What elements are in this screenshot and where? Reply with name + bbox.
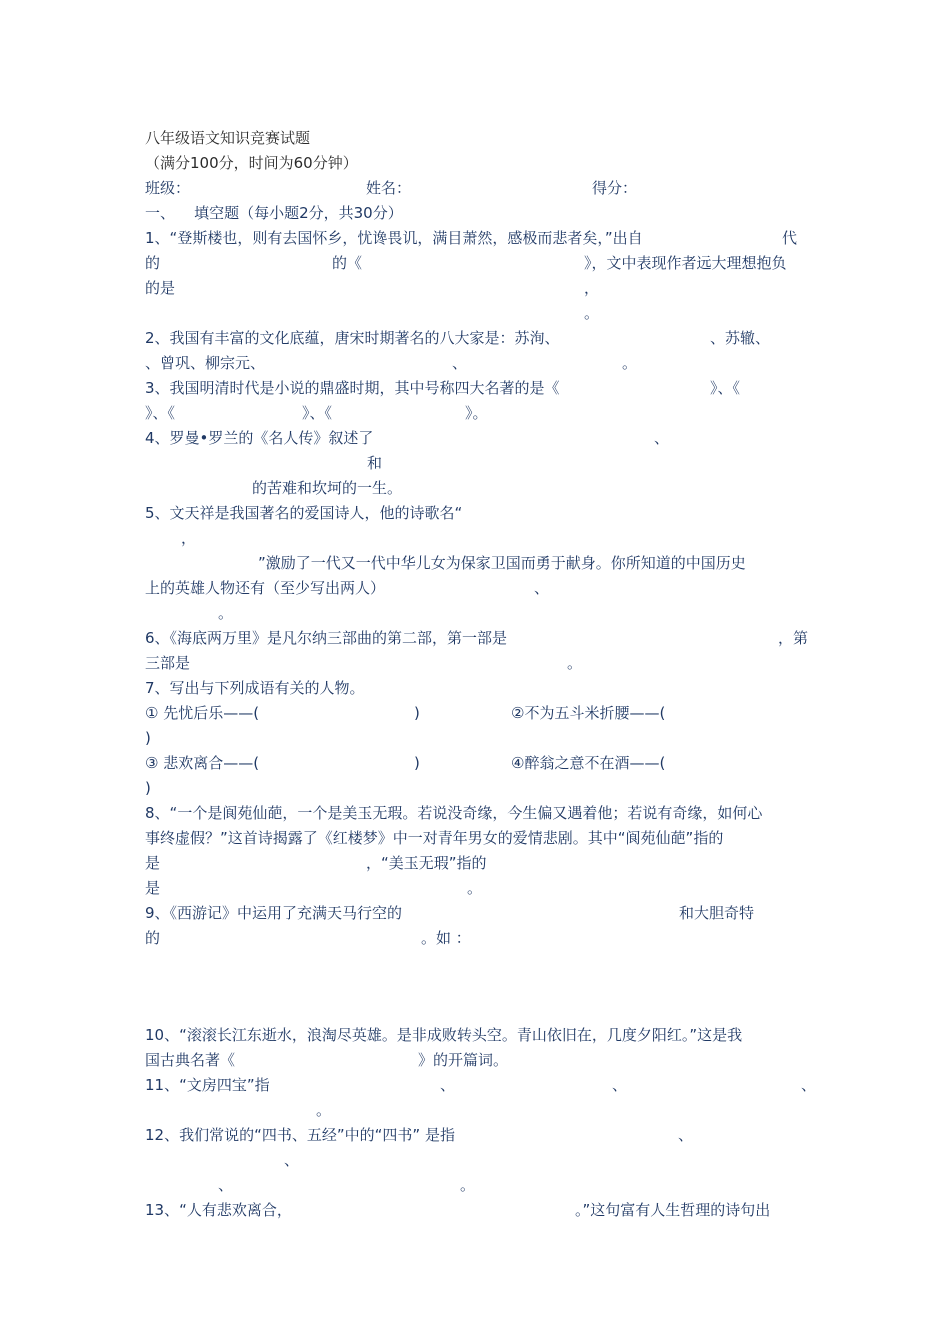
q12-line3a: 、: [218, 1176, 234, 1194]
q8-line3a: 是: [145, 854, 161, 872]
q4-line3: 的苦难和坎坷的一生。: [252, 479, 403, 497]
q13-line1b: 。”这句富有人生哲理的诗句出: [575, 1201, 771, 1219]
q12-line1b: 、: [678, 1126, 694, 1144]
class-label: 班级：: [145, 179, 191, 197]
q4-line2: 和: [367, 454, 383, 472]
name-label: 姓名：: [366, 179, 412, 197]
q3-line2c: 》。: [465, 404, 488, 422]
q7-item3-close: ): [414, 754, 420, 772]
exam-subtitle: （满分100分，时间为60分钟）: [145, 154, 358, 172]
q7-item3: ③ 悲欢离合——(: [145, 754, 260, 772]
q8-line4b: 。: [467, 879, 483, 897]
q9-line2b: 。如 ：: [421, 929, 471, 947]
q3-line1a: 3、我国明清时代是小说的鼎盛时期，其中号称四大名著的是《: [145, 379, 560, 397]
q11-line1c: 、: [612, 1076, 628, 1094]
q7-item4: ④醉翁之意不在酒——(: [511, 754, 666, 772]
q10-line2b: 》的开篇词。: [418, 1051, 509, 1069]
q11-line1d: 、: [801, 1076, 817, 1094]
q8-line3b: ，“美玉无瑕”指的: [366, 854, 487, 872]
q8-line1: 8、“一个是阆苑仙葩，一个是美玉无瑕。若说没奇缘，今生偏又遇着他；若说有奇缘，如何心: [145, 804, 763, 822]
q3-line1b: 》、《: [710, 379, 741, 397]
section-heading: 一、 填空题（每小题2分，共30分）: [145, 204, 403, 222]
q7-item2-close: ): [145, 729, 151, 747]
q7-line1: 7、写出与下列成语有关的人物。: [145, 679, 365, 697]
q5-line4a: 上的英雄人物还有（至少写出两人）: [145, 579, 386, 597]
q10-line2a: 国古典名著《: [145, 1051, 236, 1069]
q6-line2a: 三部是: [145, 654, 191, 672]
q3-line2b: 》、《: [302, 404, 333, 422]
exam-title: 八年级语文知识竞赛试题: [145, 129, 311, 147]
q5-line2: ，: [181, 529, 197, 547]
q7-item2: ②不为五斗米折腰——(: [511, 704, 666, 722]
q9-line2a: 的: [145, 929, 161, 947]
q12-line2: 、: [284, 1151, 300, 1169]
q7-item1: ① 先忧后乐——(: [145, 704, 260, 722]
q1-line1: 1、“登斯楼也，则有去国怀乡，忧谗畏讥，满目萧然，感极而悲者矣，”出自: [145, 229, 643, 247]
q7-item1-close: ): [414, 704, 420, 722]
q1-line2a: 的: [145, 254, 161, 272]
q9-line1a: 9、《西游记》中运用了充满天马行空的: [145, 904, 403, 922]
q5-line5: 。: [218, 604, 234, 622]
q1-line4: 。: [584, 304, 600, 322]
q2-line2c: 。: [622, 354, 638, 372]
q6-line1a: 6、《海底两万里》是凡尔纳三部曲的第二部，第一部是: [145, 629, 508, 647]
q1-line3b: ，: [584, 279, 600, 297]
q4-line1a: 4、罗曼•罗兰的《名人传》叙述了: [145, 429, 374, 447]
q1-line2c: 》，文中表现作者远大理想抱负: [584, 254, 787, 272]
q3-line2a: 》、《: [145, 404, 176, 422]
q11-line1a: 11、“文房四宝”指: [145, 1076, 270, 1094]
q2-line2b: 、: [452, 354, 468, 372]
q5-line1: 5、文天祥是我国著名的爱国诗人，他的诗歌名“: [145, 504, 463, 522]
q5-line4b: 、: [534, 579, 550, 597]
q2-line1a: 2、我国有丰富的文化底蕴，唐宋时期著名的八大家是：苏洵、: [145, 329, 560, 347]
q12-line3b: 。: [460, 1176, 476, 1194]
q9-line1b: 和大胆奇特: [679, 904, 755, 922]
q2-line2a: 、曾巩、柳宗元、: [145, 354, 266, 372]
q6-line2b: 。: [567, 654, 583, 672]
q7-item4-close: ): [145, 779, 151, 797]
q1-line1-end: 代: [782, 229, 798, 247]
q12-line1a: 12、我们常说的“四书、五经”中的“四书” 是指: [145, 1126, 455, 1144]
q11-line2: 。: [316, 1101, 332, 1119]
q2-line1b: 、苏辙、: [710, 329, 771, 347]
q6-line1b: ，第: [778, 629, 809, 647]
q4-line1b: 、: [654, 429, 670, 447]
q8-line2: 事终虚假？”这首诗揭露了《红楼梦》中一对青年男女的爱情悲剧。其中“阆苑仙葩”指的: [145, 829, 724, 847]
q8-line4a: 是: [145, 879, 161, 897]
q5-line3: ”激励了一代又一代中华儿女为保家卫国而勇于献身。你所知道的中国历史: [258, 554, 746, 572]
q1-line3a: 的是: [145, 279, 176, 297]
score-label: 得分：: [592, 179, 638, 197]
q13-line1a: 13、“人有悲欢离合，: [145, 1201, 292, 1219]
q1-line2b: 的《: [332, 254, 363, 272]
q10-line1: 10、“滚滚长江东逝水，浪淘尽英雄。是非成败转头空。青山依旧在，几度夕阳红。”这是我: [145, 1026, 743, 1044]
q11-line1b: 、: [440, 1076, 456, 1094]
